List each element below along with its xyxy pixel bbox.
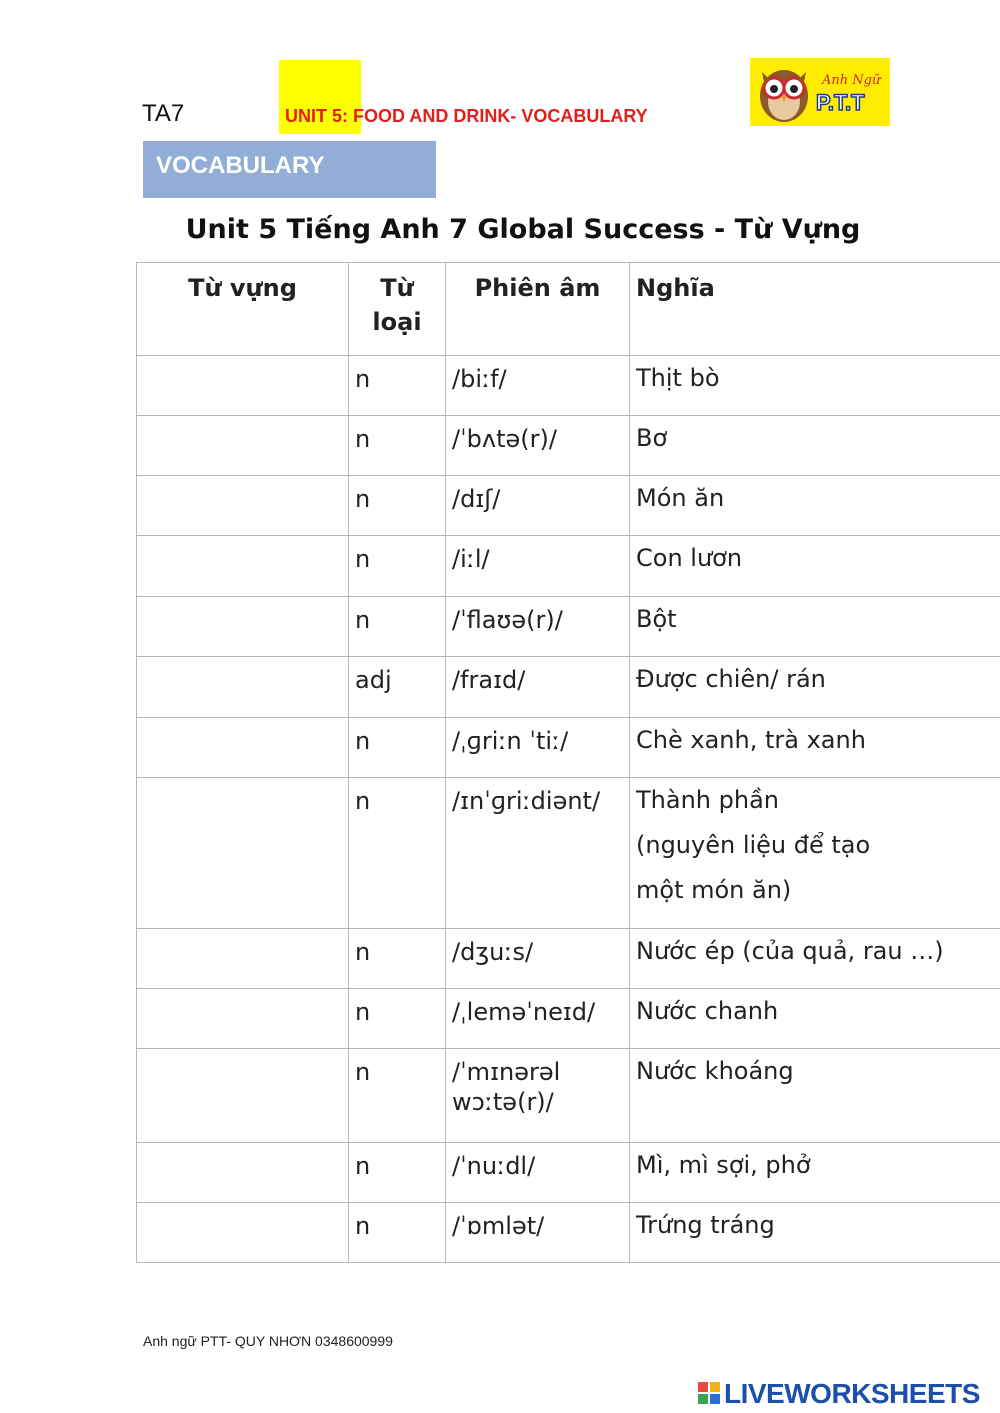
word-cell[interactable]: [137, 718, 349, 778]
pos-cell: n: [349, 356, 446, 416]
phonetic-cell: /ˈflaʊə(r)/: [446, 597, 630, 657]
phonetic-cell: /biːf/: [446, 356, 630, 416]
table-row: [137, 1049, 1000, 1143]
meaning-cell: Chè xanh, trà xanh: [630, 718, 1000, 778]
table-row: [137, 356, 1000, 416]
liveworksheets-icon: [698, 1382, 720, 1404]
table-row: [137, 536, 1000, 597]
header-word: Từ vựng: [137, 263, 349, 356]
unit-title: UNIT 5: FOOD AND DRINK- VOCABULARY: [285, 106, 648, 126]
pos-cell: n: [349, 597, 446, 657]
table-row: [137, 1143, 1000, 1203]
word-cell[interactable]: [137, 657, 349, 718]
phonetic-cell: /ˈɒmlət/: [446, 1203, 630, 1263]
phonetic-cell: /iːl/: [446, 536, 630, 597]
word-cell[interactable]: [137, 597, 349, 657]
word-cell[interactable]: [137, 416, 349, 476]
phonetic-cell: /ɪnˈɡriːdiənt/: [446, 778, 630, 929]
word-cell[interactable]: [137, 476, 349, 536]
word-cell[interactable]: [137, 778, 349, 929]
pos-cell: n: [349, 1203, 446, 1263]
meaning-cell: Con lươn: [630, 536, 1000, 597]
section-label: VOCABULARY: [156, 152, 325, 179]
document-title: Unit 5 Tiếng Anh 7 Global Success - Từ Vựng: [185, 214, 861, 245]
pos-cell: n: [349, 989, 446, 1049]
meaning-cell: Nước ép (của quả, rau …): [630, 929, 1000, 989]
word-cell[interactable]: [137, 1049, 349, 1143]
header-phonetic: Phiên âm: [446, 263, 630, 356]
word-cell[interactable]: [137, 929, 349, 989]
phonetic-cell: /dɪʃ/: [446, 476, 630, 536]
page-footer: Anh ngữ PTT- QUY NHƠN 0348600999: [143, 1333, 393, 1349]
phonetic-cell: /ˈnuːdl/: [446, 1143, 630, 1203]
table-row: [137, 1203, 1000, 1263]
header-meaning: Nghĩa: [630, 263, 1000, 356]
pos-cell: n: [349, 476, 446, 536]
meaning-cell: Bột: [630, 597, 1000, 657]
phonetic-cell: /fraɪd/: [446, 657, 630, 718]
pos-cell: adj: [349, 657, 446, 718]
logo-text-bottom: P.T.T: [816, 90, 865, 115]
class-code: TA7: [142, 100, 185, 127]
word-cell[interactable]: [137, 356, 349, 416]
liveworksheets-watermark[interactable]: LIVEWORKSHEETS: [724, 1378, 980, 1409]
meaning-cell: Bơ: [630, 416, 1000, 476]
meaning-cell: Trứng tráng: [630, 1203, 1000, 1263]
phonetic-cell: /ˈbʌtə(r)/: [446, 416, 630, 476]
school-logo: [750, 58, 890, 126]
table-row: [137, 929, 1000, 989]
pos-cell: n: [349, 536, 446, 597]
table-row: [137, 597, 1000, 657]
meaning-cell: Thịt bò: [630, 356, 1000, 416]
meaning-cell: Được chiên/ rán: [630, 657, 1000, 718]
table-row: [137, 476, 1000, 536]
table-row: [137, 416, 1000, 476]
pos-cell: n: [349, 929, 446, 989]
meaning-cell: Mì, mì sợi, phở: [630, 1143, 1000, 1203]
table-row: [137, 718, 1000, 778]
phonetic-cell: /ˌleməˈneɪd/: [446, 989, 630, 1049]
word-cell[interactable]: [137, 989, 349, 1049]
word-cell[interactable]: [137, 1143, 349, 1203]
table-row: [137, 989, 1000, 1049]
pos-cell: n: [349, 1143, 446, 1203]
meaning-cell: Thành phần (nguyên liệu để tạo một món ăn): [630, 778, 1000, 929]
word-cell[interactable]: [137, 536, 349, 597]
meaning-cell: Nước chanh: [630, 989, 1000, 1049]
pos-cell: n: [349, 778, 446, 929]
logo-text-top: Anh Ngữ: [822, 73, 881, 88]
owl-icon: [750, 58, 890, 126]
meaning-cell: Món ăn: [630, 476, 1000, 536]
table-header-row: [137, 263, 1000, 356]
phonetic-cell: /ˈmɪnərəl wɔːtə(r)/: [446, 1049, 630, 1143]
vocabulary-table: [136, 262, 1000, 1263]
phonetic-cell: /ˌɡriːn ˈtiː/: [446, 718, 630, 778]
pos-cell: n: [349, 1049, 446, 1143]
meaning-cell: Nước khoáng: [630, 1049, 1000, 1143]
header-pos: Từ loại: [349, 263, 446, 356]
word-cell[interactable]: [137, 1203, 349, 1263]
pos-cell: n: [349, 718, 446, 778]
table-row: [137, 778, 1000, 929]
table-row: [137, 657, 1000, 718]
pos-cell: n: [349, 416, 446, 476]
phonetic-cell: /dʒuːs/: [446, 929, 630, 989]
